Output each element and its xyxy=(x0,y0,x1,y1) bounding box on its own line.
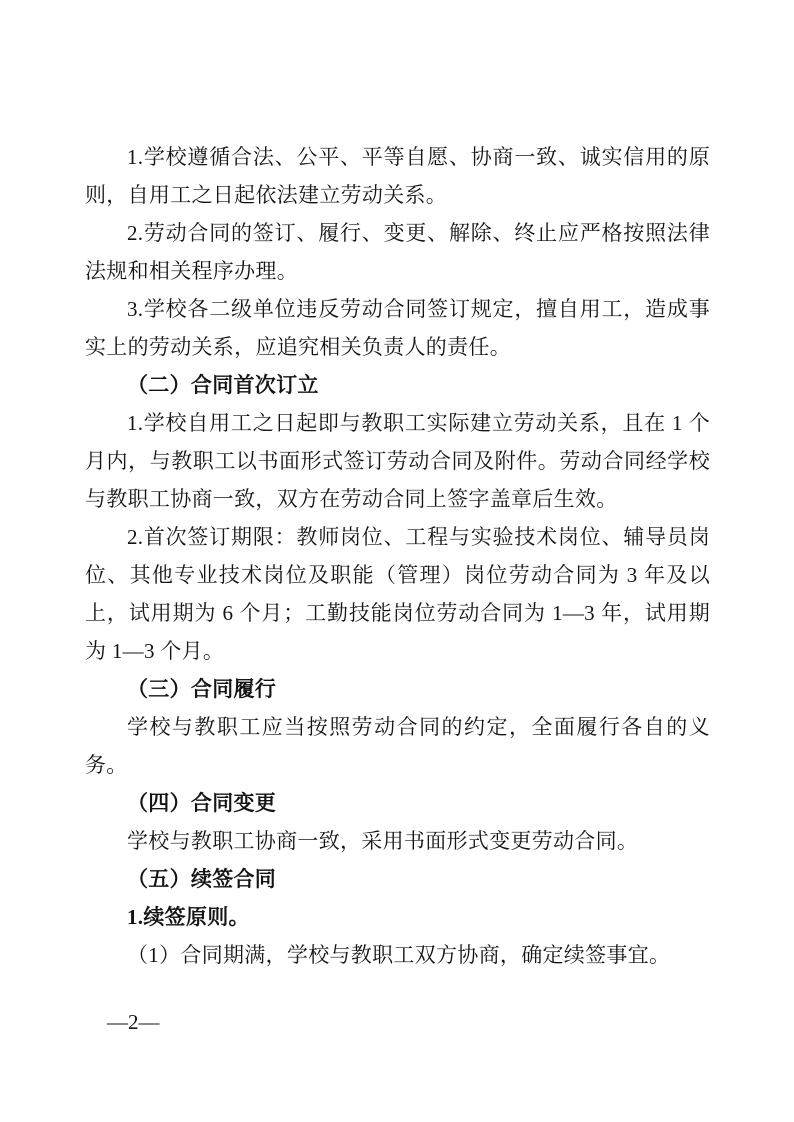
subheading-renewal-principles: 1.续签原则。 xyxy=(127,905,250,929)
paragraph-legal-principles: 1.学校遵循合法、公平、平等自愿、协商一致、诚实信用的原则，自用工之日起依法建立劳动关系。 xyxy=(85,145,710,207)
paragraph-signing-timeline: 1.学校自用工之日起即与教职工实际建立劳动关系，且在 1 个月内，与教职工以书面形式签订劳动合同及附件。劳动合同经学校与教职工协商一致，双方在劳动合同上签字盖章后生效。 xyxy=(85,411,710,511)
document-body xyxy=(85,138,710,974)
paragraph-unit-liability: 3.学校各二级单位违反劳动合同签订规定，擅自用工，造成事实上的劳动关系，应追究相关负责人的责任。 xyxy=(85,297,710,359)
paragraph-modification-method: 学校与教职工协商一致，采用书面形式变更劳动合同。 xyxy=(127,829,639,853)
paragraph-renewal-negotiation: （1）合同期满，学校与教职工双方协商，确定续签事宜。 xyxy=(127,943,671,967)
paragraph-first-term-limits: 2.首次签订期限：教师岗位、工程与实验技术岗位、辅导员岗位、其他专业技术岗位及职能（管理）岗位劳动合同为 3 年及以上，试用期为 6 个月；工勤技能岗位劳动合同为 1—3 年，试用期为 1—3 个月。 xyxy=(85,525,710,663)
paragraph-contract-procedures: 2.劳动合同的签订、履行、变更、解除、终止应严格按照法律法规和相关程序办理。 xyxy=(85,221,710,283)
section-heading-first-signing: （二）合同首次订立 xyxy=(127,373,319,397)
section-heading-modification: （四）合同变更 xyxy=(127,791,277,815)
section-heading-renewal: （五）续签合同 xyxy=(127,867,277,891)
paragraph-performance-duty: 学校与教职工应当按照劳动合同的约定，全面履行各自的义务。 xyxy=(85,715,710,777)
page-number: —2— xyxy=(107,1010,160,1034)
section-heading-performance: （三）合同履行 xyxy=(127,677,277,701)
